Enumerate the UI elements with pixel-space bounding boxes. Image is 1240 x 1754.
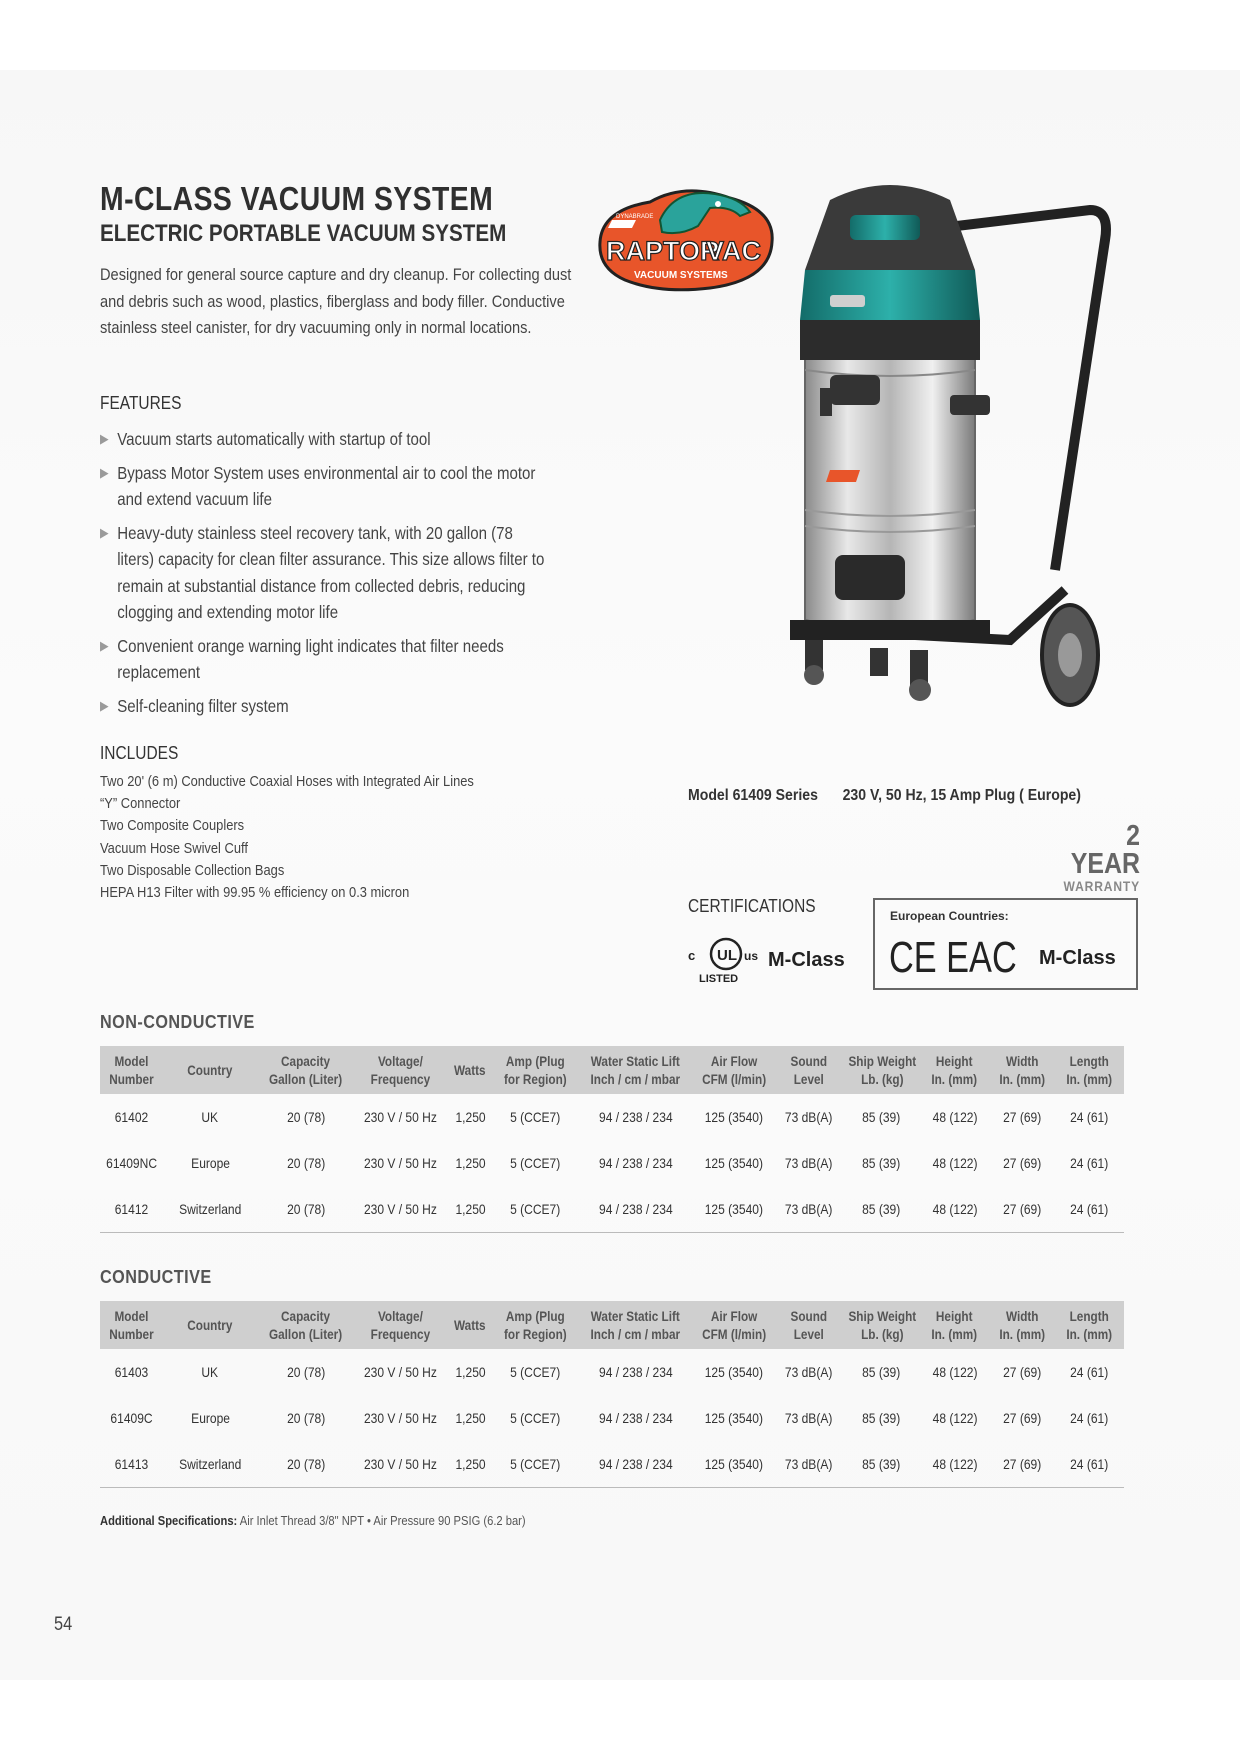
- column-header: Length In. (mm): [1055, 1046, 1124, 1094]
- table-cell: 20 (78): [286, 1364, 326, 1380]
- table-cell: 61413: [100, 1441, 163, 1488]
- column-header: Water Static Lift Inch / cm / mbar: [577, 1046, 693, 1094]
- table-cell: 85 (39): [842, 1441, 920, 1488]
- table-cell: 125 (3540): [694, 1441, 776, 1488]
- table-cell: Switzerland: [163, 1441, 257, 1488]
- column-header: Water Static Lift Inch / cm / mbar: [577, 1301, 693, 1349]
- header-row: [100, 1301, 1124, 1349]
- table-cell: 85 (39): [862, 1109, 901, 1125]
- table-cell: 94 / 238 / 234: [598, 1109, 673, 1125]
- table-cell: 48 (122): [932, 1109, 978, 1125]
- table-cell: 24 (61): [1055, 1441, 1124, 1488]
- table-cell: 73 dB(A): [775, 1186, 842, 1233]
- table-cell: 94 / 238 / 234: [598, 1364, 673, 1380]
- feature-item: ▶ Bypass Motor System uses environmental air to cool the motor and extend vacuum life: [100, 460, 547, 513]
- table-cell: 61409C: [110, 1410, 153, 1426]
- table-cell: 24 (61): [1055, 1186, 1124, 1233]
- table-cell: 230 V / 50 Hz: [364, 1109, 438, 1125]
- table-cell: 27 (69): [1002, 1410, 1041, 1426]
- table-body: [100, 1349, 1124, 1488]
- column-header: Amp (Plug for Region): [494, 1046, 578, 1094]
- table-cell: 73 dB(A): [775, 1441, 842, 1488]
- table-cell: 230 V / 50 Hz: [364, 1155, 438, 1171]
- table-cell: 85 (39): [842, 1186, 920, 1233]
- table-cell: 125 (3540): [705, 1109, 764, 1125]
- column-header: Height In. (mm): [920, 1301, 989, 1349]
- column-header: Amp (Plug for Region): [494, 1301, 578, 1349]
- table-cell: 48 (122): [932, 1410, 978, 1426]
- non-conductive-title: NON-CONDUCTIVE: [100, 1012, 255, 1032]
- table-cell: 20 (78): [257, 1441, 355, 1488]
- ul-mark: UL: [717, 947, 737, 964]
- features-heading: FEATURES: [100, 393, 182, 413]
- table-cell: 85 (39): [862, 1410, 901, 1426]
- table-cell: 230 V / 50 Hz: [364, 1410, 438, 1426]
- table-body: [100, 1094, 1124, 1233]
- table-cell: 61409NC: [106, 1155, 158, 1171]
- table-cell: 5 (CCE7): [494, 1441, 578, 1488]
- table-cell: 5 (CCE7): [510, 1109, 561, 1125]
- vacuum-product-image: [790, 170, 1160, 780]
- additional-text: Air Inlet Thread 3/8" NPT • Air Pressure 90 PSIG (6.2 bar): [239, 1513, 526, 1528]
- non-conductive-table: [100, 1046, 1124, 1233]
- table-cell: 1,250: [447, 1186, 494, 1233]
- column-header: Watts: [447, 1301, 494, 1349]
- table-cell: 5 (CCE7): [510, 1364, 561, 1380]
- table-cell: Switzerland: [163, 1186, 257, 1233]
- table-cell: 61402: [114, 1109, 149, 1125]
- table-cell: Europe: [190, 1155, 230, 1171]
- table-cell: 27 (69): [989, 1186, 1054, 1233]
- table-cell: 73 dB(A): [785, 1364, 833, 1380]
- table-cell: 5 (CCE7): [510, 1155, 561, 1171]
- product-description: Designed for general source capture and dry cleanup. For collecting dust and debris such as wood, plastics, fiberglass and body filler. Conductive stainless steel canister, for dry vacuuming only in normal locations.: [100, 265, 572, 337]
- column-header: Watts: [447, 1046, 494, 1094]
- table-cell: 94 / 238 / 234: [598, 1155, 673, 1171]
- column-header: Model Number: [100, 1301, 163, 1349]
- includes-item: Two 20' (6 m) Conductive Coaxial Hoses with Integrated Air Lines: [100, 773, 474, 790]
- column-header: Width In. (mm): [989, 1046, 1054, 1094]
- table-cell: 24 (61): [1070, 1109, 1109, 1125]
- column-header: Voltage/ Frequency: [355, 1046, 447, 1094]
- raptor-vac-logo: [590, 180, 780, 295]
- table-cell: 5 (CCE7): [510, 1410, 561, 1426]
- table-cell: 24 (61): [1070, 1155, 1109, 1171]
- table-cell: 48 (122): [920, 1441, 989, 1488]
- column-header: Ship Weight Lb. (kg): [842, 1046, 920, 1094]
- table-cell: 230 V / 50 Hz: [355, 1441, 447, 1488]
- table-cell: 48 (122): [920, 1186, 989, 1233]
- includes-item: Two Composite Couplers: [100, 817, 245, 835]
- includes-list: [100, 771, 582, 904]
- ul-listed: LISTED: [699, 973, 739, 985]
- column-header: Country: [163, 1046, 257, 1094]
- logo-line1: RAPTOR: [606, 236, 720, 266]
- eu-certification-box: [873, 898, 1138, 990]
- table-cell: 20 (78): [286, 1155, 326, 1171]
- table-cell: 125 (3540): [694, 1186, 776, 1233]
- table-cell: 61403: [114, 1364, 149, 1380]
- table-cell: 61412: [100, 1186, 163, 1233]
- table-cell: 27 (69): [989, 1441, 1054, 1488]
- ul-c: c: [688, 948, 696, 963]
- table-cell: 24 (61): [1070, 1410, 1109, 1426]
- table-cell: 94 / 238 / 234: [577, 1441, 693, 1488]
- includes-item: Vacuum Hose Swivel Cuff: [100, 839, 248, 857]
- feature-item: ▶ Heavy-duty stainless steel recovery tank, with 20 gallon (78 liters) capacity for clean filter assurance. This size allows filter to remain at substantial distance from collected debris, reducing clogging and extending motor life: [100, 520, 547, 626]
- feature-item: ▶ Self-cleaning filter system: [100, 693, 547, 720]
- ce-eac-text: CE EAC: [889, 932, 1017, 982]
- includes-item: “Y” Connector: [100, 795, 181, 813]
- ul-mclass: M-Class: [768, 949, 845, 971]
- arrow-right-icon: ▶: [100, 431, 109, 446]
- feature-item: ▶ Vacuum starts automatically with startup of tool: [100, 426, 547, 453]
- model-series: Model 61409 Series: [688, 787, 818, 804]
- table-row: [100, 1186, 1124, 1233]
- table-cell: 48 (122): [932, 1155, 978, 1171]
- includes-item: Two Disposable Collection Bags: [100, 861, 285, 879]
- table-cell: 1,250: [455, 1410, 486, 1426]
- header-row: [100, 1046, 1124, 1094]
- table-cell: 20 (78): [286, 1109, 326, 1125]
- eu-label: European Countries:: [890, 909, 1009, 923]
- table-cell: 73 dB(A): [785, 1410, 833, 1426]
- table-cell: 1,250: [455, 1155, 486, 1171]
- table-cell: 85 (39): [862, 1155, 901, 1171]
- arrow-right-icon: ▶: [100, 697, 109, 713]
- model-spec: 230 V, 50 Hz, 15 Amp Plug ( Europe): [842, 787, 1081, 804]
- table-cell: 20 (78): [257, 1186, 355, 1233]
- table-cell: 125 (3540): [705, 1364, 764, 1380]
- table-cell: 20 (78): [286, 1410, 326, 1426]
- conductive-table: [100, 1301, 1124, 1488]
- ul-listed-mark: [688, 932, 858, 988]
- table-cell: 27 (69): [1002, 1155, 1041, 1171]
- table-row: [100, 1349, 1124, 1395]
- table-cell: 27 (69): [1002, 1364, 1041, 1380]
- certifications-heading: CERTIFICATIONS: [688, 896, 816, 916]
- table-cell: 230 V / 50 Hz: [364, 1364, 438, 1380]
- table-cell: Europe: [190, 1410, 230, 1426]
- logo-tagline: VACUUM SYSTEMS: [634, 270, 728, 281]
- table-cell: 230 V / 50 Hz: [355, 1186, 447, 1233]
- model-line: [688, 787, 1081, 805]
- includes-item: HEPA H13 Filter with 99.95 % efficiency on 0.3 micron: [100, 884, 410, 902]
- additional-label: Additional Specifications:: [100, 1513, 238, 1528]
- warranty-badge: [1040, 822, 1140, 894]
- table-row: [100, 1094, 1124, 1140]
- arrow-right-icon: ▶: [100, 524, 109, 540]
- table-cell: 94 / 238 / 234: [577, 1186, 693, 1233]
- table-cell: 1,250: [455, 1109, 486, 1125]
- table-cell: 1,250: [447, 1441, 494, 1488]
- table-row: [100, 1140, 1124, 1186]
- column-header: Width In. (mm): [989, 1301, 1054, 1349]
- table-cell: UK: [201, 1109, 219, 1125]
- page-title: M-CLASS VACUUM SYSTEM: [100, 180, 494, 217]
- logo-line2: VAC: [706, 236, 762, 266]
- feature-item: ▶ Convenient orange warning light indicates that filter needs replacement: [100, 633, 547, 686]
- table-cell: 125 (3540): [705, 1155, 764, 1171]
- column-header: Sound Level: [775, 1046, 842, 1094]
- table-cell: 27 (69): [1002, 1109, 1041, 1125]
- table-cell: 1,250: [455, 1364, 486, 1380]
- column-header: Capacity Gallon (Liter): [257, 1046, 355, 1094]
- column-header: Country: [163, 1301, 257, 1349]
- ul-us: us: [744, 949, 759, 963]
- column-header: Model Number: [100, 1046, 163, 1094]
- table-cell: 5 (CCE7): [494, 1186, 578, 1233]
- column-header: Air Flow CFM (l/min): [694, 1301, 776, 1349]
- page-number: 54: [54, 1614, 73, 1635]
- page-subtitle: ELECTRIC PORTABLE VACUUM SYSTEM: [100, 220, 507, 247]
- includes-heading: INCLUDES: [100, 743, 179, 763]
- warranty-label: WARRANTY: [1063, 878, 1140, 894]
- table-cell: 24 (61): [1070, 1364, 1109, 1380]
- table-row: [100, 1441, 1124, 1488]
- column-header: Voltage/ Frequency: [355, 1301, 447, 1349]
- table-cell: 48 (122): [932, 1364, 978, 1380]
- table-cell: 73 dB(A): [785, 1109, 833, 1125]
- column-header: Length In. (mm): [1055, 1301, 1124, 1349]
- table-cell: 85 (39): [862, 1364, 901, 1380]
- additional-specifications: [100, 1513, 526, 1528]
- warranty-years: 2 YEAR: [1070, 820, 1140, 880]
- table-cell: UK: [201, 1364, 219, 1380]
- table-row: [100, 1395, 1124, 1441]
- ce-eac-marks: [889, 932, 1129, 982]
- column-header: Capacity Gallon (Liter): [257, 1301, 355, 1349]
- conductive-title: CONDUCTIVE: [100, 1267, 212, 1287]
- column-header: Air Flow CFM (l/min): [694, 1046, 776, 1094]
- table-cell: 73 dB(A): [785, 1155, 833, 1171]
- logo-brand: DYNABRADE: [616, 214, 654, 220]
- column-header: Sound Level: [775, 1301, 842, 1349]
- arrow-right-icon: ▶: [100, 464, 109, 480]
- arrow-right-icon: ▶: [100, 637, 109, 653]
- eu-mclass: M-Class: [1039, 947, 1116, 969]
- table-cell: 125 (3540): [705, 1410, 764, 1426]
- column-header: Height In. (mm): [920, 1046, 989, 1094]
- features-list: [100, 426, 547, 726]
- column-header: Ship Weight Lb. (kg): [842, 1301, 920, 1349]
- table-cell: 94 / 238 / 234: [598, 1410, 673, 1426]
